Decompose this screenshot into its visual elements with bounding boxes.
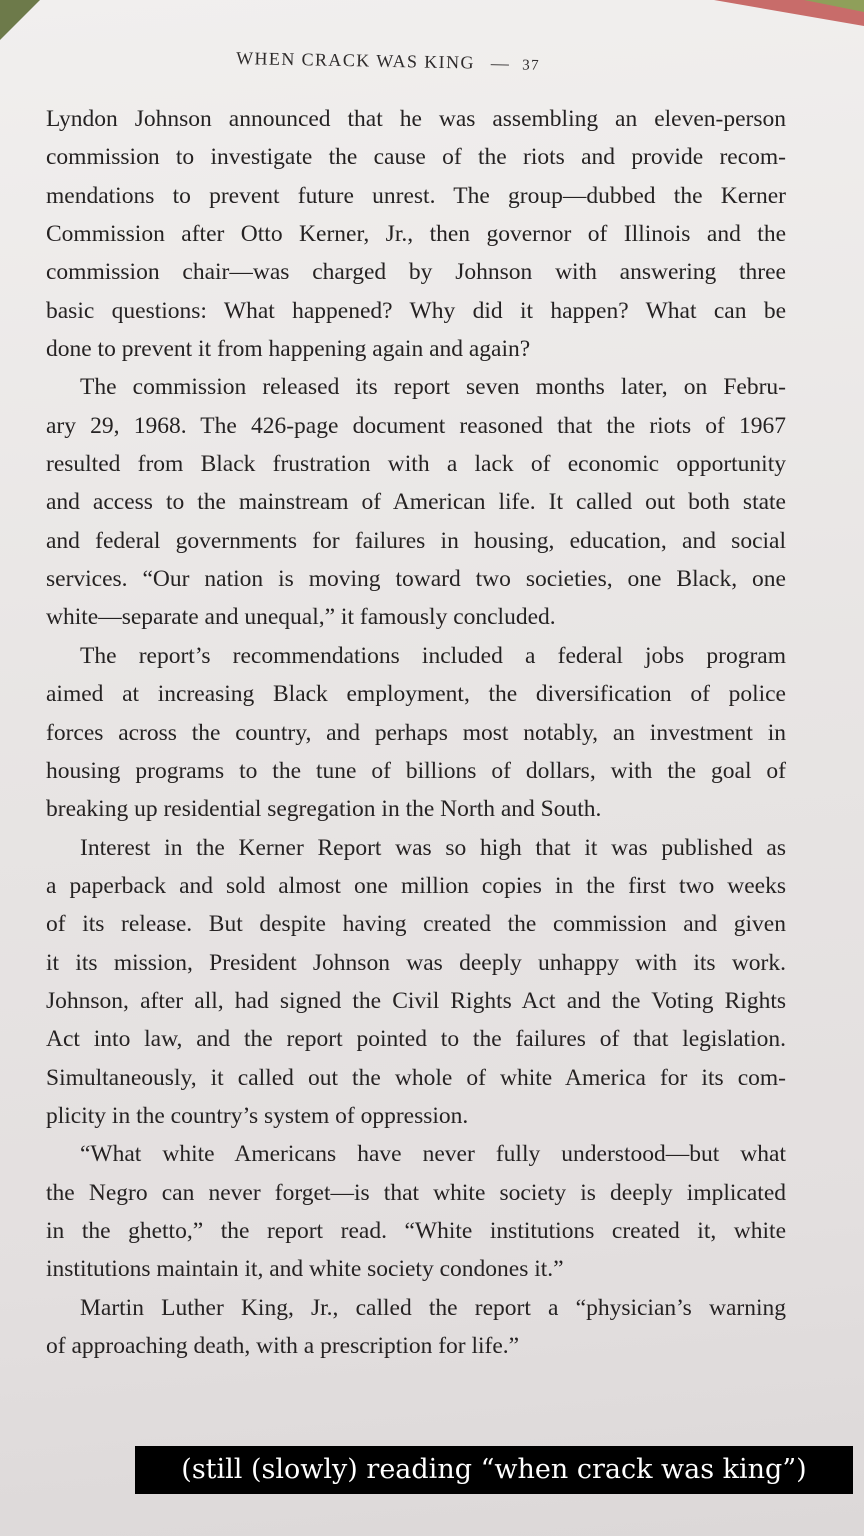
text-line: mendations to prevent future unrest. The group—dubbed the Kerner — [46, 182, 786, 209]
text-line: Simultaneously, it called out the whole of white America for its com- — [46, 1064, 786, 1091]
caption-text: (still (slowly) reading “when crack was king”) — [181, 1454, 807, 1485]
text-line: housing programs to the tune of billions of dollars, with the goal of — [46, 757, 786, 784]
text-line: the Negro can never forget—is that white society is deeply implicated — [46, 1179, 786, 1206]
text-line: it its mission, President Johnson was deeply unhappy with its work. — [46, 949, 786, 976]
text-line: commission chair—was charged by Johnson with answering three — [46, 259, 786, 286]
text-line: of approaching death, with a prescription for life.” — [46, 1333, 520, 1359]
text-line: ary 29, 1968. The 426-page document reasoned that the riots of 1967 — [46, 412, 786, 439]
text-line: done to prevent it from happening again and again? — [46, 336, 531, 363]
text-line: The report’s recommendations included a federal jobs program — [80, 642, 786, 669]
text-line: aimed at increasing Black employment, the diversification of police — [46, 681, 786, 708]
text-line: plicity in the country’s system of oppression. — [46, 1102, 469, 1129]
text-line: services. “Our nation is moving toward two societies, one Black, one — [46, 566, 786, 593]
text-line: Lyndon Johnson announced that he was assembling an eleven-person — [46, 106, 786, 132]
text-line: and federal governments for failures in housing, education, and social — [46, 527, 786, 554]
text-line: resulted from Black frustration with a lack of economic opportunity — [46, 451, 786, 478]
running-head — [236, 48, 657, 90]
text-line: in the ghetto,” the report read. “White institutions created it, white — [46, 1217, 786, 1244]
text-line: forces across the country, and perhaps most notably, an investment in — [46, 719, 786, 746]
text-line: The commission released its report seven months later, on Febru- — [80, 374, 786, 401]
running-head-separator: — — [490, 52, 511, 74]
text-line: basic questions: What happened? Why did it happen? What can be — [46, 297, 786, 324]
text-line: Martin Luther King, Jr., called the report a “physician’s warning — [80, 1294, 786, 1321]
text-line: a paperback and sold almost one million copies in the first two weeks — [46, 872, 786, 899]
body-text — [46, 100, 786, 1365]
text-line: of its release. But despite having created the commission and given — [46, 911, 786, 938]
story-caption — [135, 1446, 853, 1494]
text-line: Act into law, and the report pointed to the failures of that legislation. — [46, 1026, 786, 1053]
text-line: institutions maintain it, and white society condones it.” — [46, 1256, 564, 1283]
running-head-title: WHEN CRACK WAS KING — [235, 48, 476, 73]
text-line: commission to investigate the cause of the riots and provide recom- — [46, 144, 786, 171]
text-line: and access to the mainstream of American life. It called out both state — [46, 489, 786, 516]
text-line: Commission after Otto Kerner, Jr., then governor of Illinois and the — [46, 221, 786, 248]
text-line: white—separate and unequal,” it famously concluded. — [46, 604, 556, 631]
page-number: 37 — [522, 57, 541, 74]
text-line: Johnson, after all, had signed the Civil Rights Act and the Voting Rights — [46, 987, 786, 1014]
text-line: Interest in the Kerner Report was so high that it was published as — [80, 834, 786, 861]
text-line: breaking up residential segregation in the North and South. — [46, 796, 602, 823]
text-line: “What white Americans have never fully understood—but what — [80, 1141, 786, 1168]
